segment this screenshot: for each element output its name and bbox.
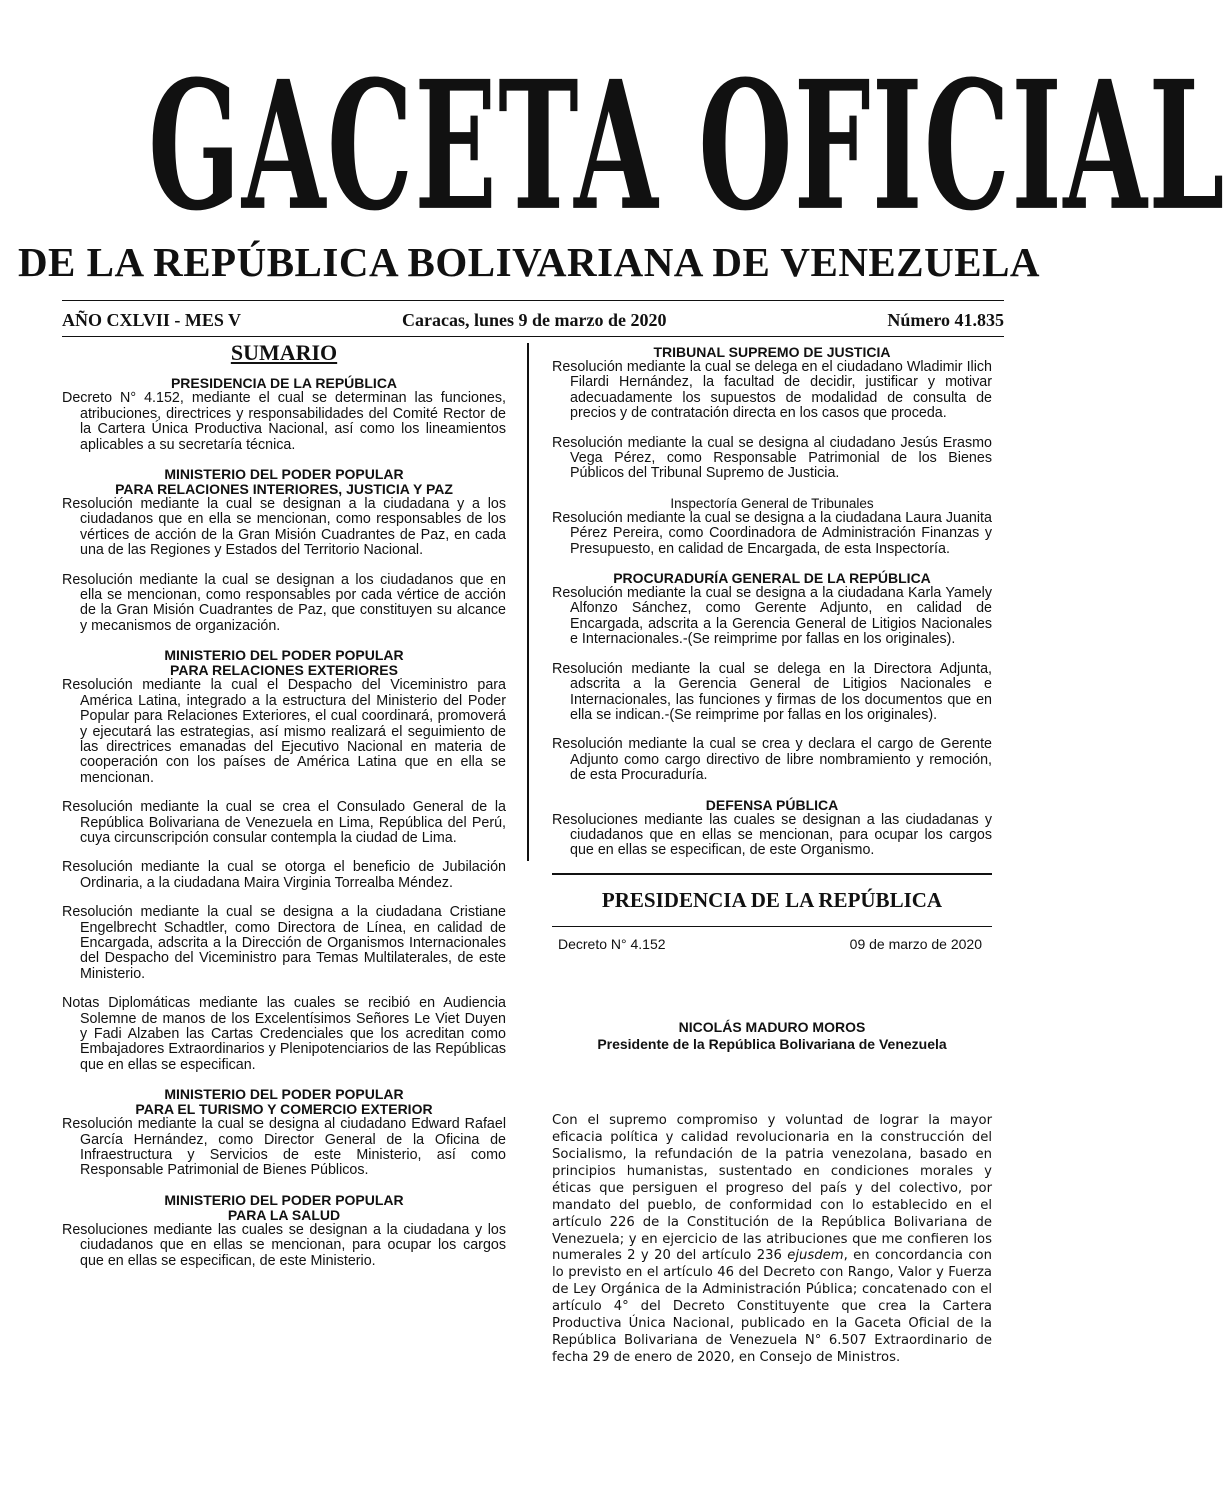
signer-block bbox=[552, 1019, 992, 1053]
summary-section bbox=[62, 1193, 506, 1269]
bottom-rule bbox=[62, 336, 1004, 337]
column-divider bbox=[527, 343, 529, 861]
decree-number-row bbox=[552, 937, 992, 957]
summary-entry: Resoluciones mediante las cuales se designan a la ciudadana y los ciudadanos que en ellas se mencionan, para ocupar los cargos que en ellas se especifican, de este Ministerio. bbox=[62, 1221, 506, 1269]
summary-entry: Resolución mediante la cual se crea y declara el cargo de Gerente Adjunto como cargo directivo de libre nombramiento y remoción, de esta Procuraduría. bbox=[552, 736, 992, 784]
place-date: Caracas, lunes 9 de marzo de 2020 bbox=[402, 310, 667, 330]
signer-name: NICOLÁS MADURO MOROS bbox=[678, 1019, 866, 1036]
decree-rule bbox=[552, 926, 992, 927]
preamble-text-2: , en concordancia con lo previsto en el artículo 46 del Decreto con Rango, Valor y Fuerza de Ley Orgánica de la Administración Pública; concatenado con el artículo 4° del Decreto Constituyente que crea la Cartera Productiva Única Nacional, publicado en la Gaceta Oficial de la República Bolivariana de Venezuela N° 6.507 Extraordinario de fecha 29 de enero de 2020, en Consejo de Ministros. bbox=[552, 1248, 992, 1365]
summary-section bbox=[62, 648, 506, 1073]
summary-end-rule bbox=[552, 873, 992, 875]
section-subheading: Inspectoría General de Tribunales bbox=[670, 495, 874, 511]
summary-entry: Resoluciones mediante las cuales se designan a las ciudadanas y ciudadanos que en ellas se mencionan, para ocupar los cargos que en ellas se especifican, de este Organismo. bbox=[552, 811, 992, 859]
summary-entry: Decreto N° 4.152, mediante el cual se determinan las funciones, atribuciones, directrices y responsabilidades del Comité Rector de la Cartera Única Productiva Nacional, así como los lineamientos aplicables a su secretaría técnica. bbox=[62, 390, 506, 453]
section-heading: PARA LA SALUD bbox=[227, 1206, 341, 1223]
summary-entry: Resolución mediante la cual se designa a la ciudadana Karla Yamely Alfonzo Sánchez, como Gerente Adjunto, en calidad de Encargada, adscrita a la Gerencia General de Litigios Nacionales e Internacionales.-(Se reimprime por fallas en los originales). bbox=[552, 585, 992, 648]
section-heading: TRIBUNAL SUPREMO DE JUSTICIA bbox=[653, 344, 891, 360]
summary-entry: Resolución mediante la cual se delega en la Directora Adjunta, adscrita a la Gerencia General de Litigios Nacionales e Internacionales, las funciones y firmas de los documentos que en ella se indican.-(Se reimprime por fallas en los originales). bbox=[552, 660, 992, 723]
section-heading: PRESIDENCIA DE LA REPÚBLICA bbox=[170, 375, 398, 392]
decree-preamble bbox=[552, 1113, 992, 1367]
summary-entry: Resolución mediante la cual se otorga el beneficio de Jubilación Ordinaria, a la ciudadana Maira Virginia Torrealba Méndez. bbox=[62, 859, 506, 891]
section-heading: MINISTERIO DEL PODER POPULAR bbox=[164, 466, 404, 483]
summary-right-sections bbox=[552, 345, 992, 859]
signer-title: Presidente de la República Bolivariana de Venezuela bbox=[597, 1036, 947, 1053]
summary-right-column bbox=[552, 345, 992, 1367]
summary-entry: Resolución mediante la cual se delega en el ciudadano Wladimir Ilich Filardi Hernández, la facultad de decidir, justificar y motivar adecuadamente los supuestos de modalidad de consulta de precios y de contratación directa en los casos que proceda. bbox=[552, 359, 992, 422]
summary-section bbox=[552, 798, 992, 859]
section-heading: PARA EL TURISMO Y COMERCIO EXTERIOR bbox=[135, 1101, 433, 1118]
section-heading: PARA RELACIONES INTERIORES, JUSTICIA Y PAZ bbox=[115, 481, 453, 498]
summary-entry: Resolución mediante la cual se designa al ciudadano Jesús Erasmo Vega Pérez, como Responsable Patrimonial de los Bienes Públicos del Tribunal Supremo de Justicia. bbox=[552, 434, 992, 482]
summary-entry: Resolución mediante la cual se designan a los ciudadanos que en ella se mencionan, como responsables por cada vértice de acción de la Gran Misión Cuadrantes de Paz, que constituyen su alcance y mecanismos de organización. bbox=[62, 571, 506, 634]
decree-section-heading: PRESIDENCIA DE LA REPÚBLICA bbox=[601, 887, 943, 912]
masthead bbox=[0, 42, 1226, 251]
issue-number: Número 41.835 bbox=[887, 310, 1004, 330]
summary-entry: Resolución mediante la cual el Despacho del Viceministro para América Latina, integrado a la estructura del Ministerio del Poder Popular para Relaciones Exteriores, el cual coordinará, promoverá y ejecutará las estrategias, así mismo realizará el seguimiento de las directrices emanadas del Ejecutivo Nacional en materia de cooperación con los países de América Latina que en ella se mencionan. bbox=[62, 677, 506, 786]
gazette-subtitle: DE LA REPÚBLICA BOLIVARIANA DE VENEZUELA bbox=[17, 239, 1041, 285]
summary-section bbox=[62, 467, 506, 634]
section-heading: PROCURADURÍA GENERAL DE LA REPÚBLICA bbox=[613, 570, 931, 587]
summary-entry: Notas Diplomáticas mediante las cuales se recibió en Audiencia Solemne de manos de los Excelentísimos Señores Le Viet Duyen y Fadi Alzaben las Cartas Credenciales que los acreditan como Embajadores Extraordinarios y Plenipotenciarios de las Repúblicas que en ellas se especifican. bbox=[62, 995, 506, 1073]
summary-entry: Resolución mediante la cual se crea el Consulado General de la República Bolivariana de Venezuela en Lima, República del Perú, cuya circunscripción consular contempla la ciudad de Lima. bbox=[62, 799, 506, 846]
section-heading: DEFENSA PÚBLICA bbox=[705, 796, 839, 813]
issue-info-bar bbox=[62, 308, 1004, 338]
section-heading: MINISTERIO DEL PODER POPULAR bbox=[164, 647, 404, 664]
summary-heading: SUMARIO bbox=[230, 340, 338, 365]
summary-entry: Resolución mediante la cual se designan a la ciudadana y a los ciudadanos que en ella se mencionan, como responsables de los vértices de acción de la Gran Misión Cuadrantes de Paz, en cada una de las Regiones y Estados del Territorio Nacional. bbox=[62, 496, 506, 559]
section-heading: MINISTERIO DEL PODER POPULAR bbox=[164, 1086, 404, 1103]
decree-number: Decreto N° 4.152 bbox=[558, 936, 666, 953]
section-heading: MINISTERIO DEL PODER POPULAR bbox=[164, 1191, 404, 1208]
summary-section bbox=[552, 571, 992, 783]
gazette-title: GACETA OFICIAL bbox=[148, 42, 1226, 251]
summary-entry: Resolución mediante la cual se designa a la ciudadana Cristiane Engelbrecht Schadtler, como Directora de Línea, en calidad de Encargada, adscrita a la Dirección de Organismos Internacionales del Despacho del Viceministro para Temas Multilaterales, de este Ministerio. bbox=[62, 904, 506, 982]
summary-entry: Resolución mediante la cual se designa a la ciudadana Laura Juanita Pérez Pereira, como Coordinadora de Administración Finanzas y Presupuesto, en calidad de Encargada, de esta Inspectoría. bbox=[552, 509, 992, 557]
decree-date: 09 de marzo de 2020 bbox=[849, 936, 982, 953]
top-rule bbox=[62, 300, 1004, 301]
summary-entry: Resolución mediante la cual se designa al ciudadano Edward Rafael García Hernández, como Director General de la Oficina de Infraestructura y Servicios de este Ministerio, así como Responsable Patrimonial de Bienes Públicos. bbox=[62, 1116, 506, 1179]
summary-section bbox=[552, 345, 992, 482]
section-heading: PARA RELACIONES EXTERIORES bbox=[170, 662, 398, 679]
summary-left-column bbox=[62, 340, 506, 1283]
summary-left-sections bbox=[62, 376, 506, 1269]
summary-section bbox=[552, 496, 992, 557]
preamble-text-1: Con el supremo compromiso y voluntad de lograr la mayor eficacia política y calidad revolucionaria en la construcción del Socialismo, la refundación de la patria venezolana, basado en principios humanistas, sustentado en condiciones morales y éticas que persiguen el progreso del país y del colectivo, por mandato del pueblo, de conformidad con lo establecido en el artículo 226 de la Constitución de la República Bolivariana de Venezuela; y en ejercicio de las atribuciones que me confieren los numerales 2 y 20 del artículo 236 bbox=[552, 1113, 992, 1264]
summary-section bbox=[62, 376, 506, 453]
year-month: AÑO CXLVII - MES V bbox=[62, 310, 242, 330]
summary-section bbox=[62, 1087, 506, 1179]
preamble-italic: ejusdem bbox=[787, 1248, 844, 1264]
